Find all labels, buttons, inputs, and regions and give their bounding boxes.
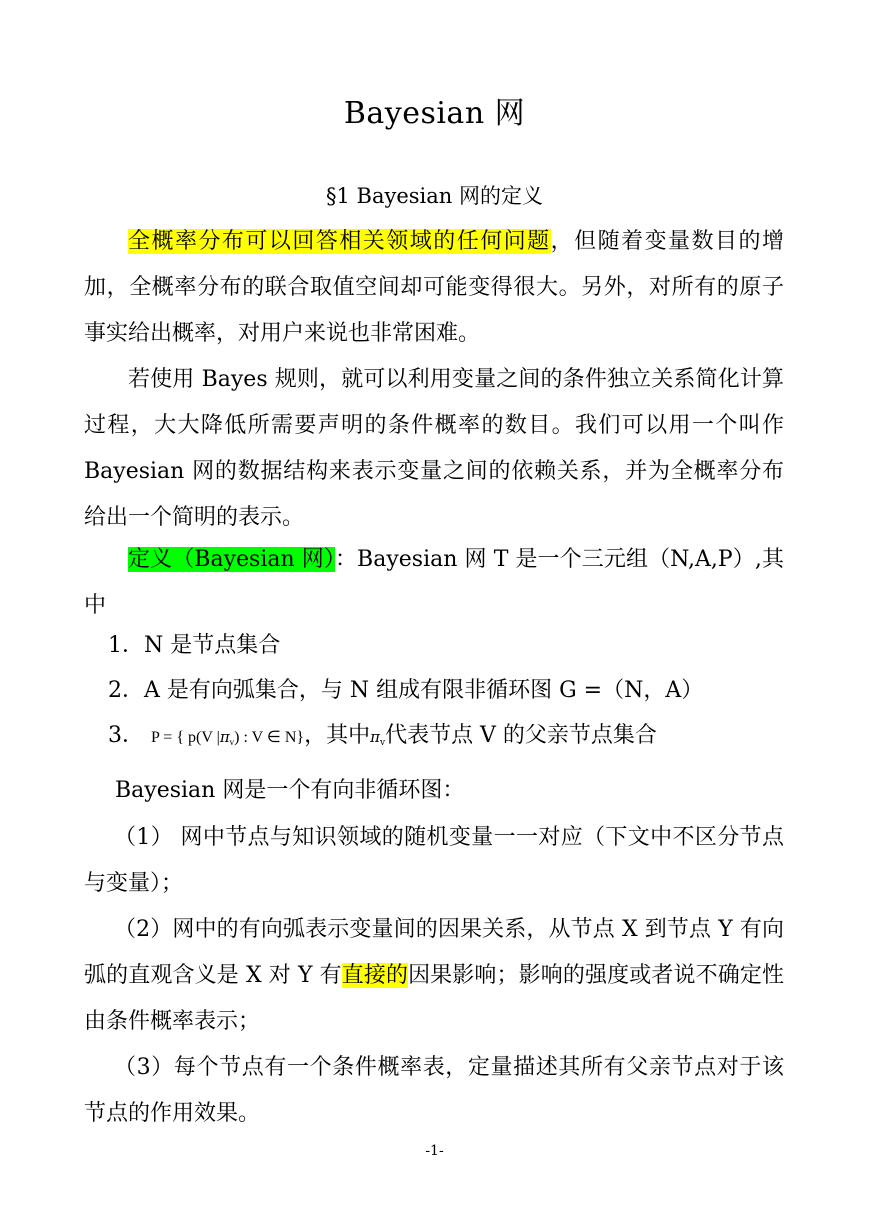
list-item-text: N 是节点集合 <box>144 633 281 658</box>
list-item <box>108 676 703 706</box>
list-item-number: 1． <box>108 633 144 658</box>
list-item-number: 3． <box>108 723 144 748</box>
formula-set-p: P = { p(V $|\pi_v$) : V ∈ N} <box>151 728 305 747</box>
point-three: （3）每个节点有一个条件概率表，定量描述其所有父亲节点对于该节点的作用效果。 <box>84 1055 784 1126</box>
document-title: Bayesian 网 <box>343 96 526 131</box>
definition-label: 定义（Bayesian 网） <box>128 547 335 572</box>
paragraph-bayes-rule: 若使用 Bayes 规则，就可以利用变量之间的条件独立关系简化计算过程，大大降低所需要声明的条件概率的数目。我们可以用一个叫作 Bayesian 网的数据结构来表示变量之间的依赖关系，并为全概率分布给出一个简明的表示。 <box>84 367 784 530</box>
list-item-formula: 3． P = { p(V $|\pi_v$) : V ∈ N}，其中$\pi_v$代表节点 V 的父亲节点集合 <box>108 723 657 748</box>
highlighted-text: 直接的 <box>341 963 409 988</box>
pi-symbol: π <box>370 728 380 746</box>
highlighted-text: 全概率分布可以回答相关领域的任何问题 <box>128 229 551 254</box>
page-number: -1- <box>425 1143 444 1159</box>
paragraph-text: ，但随着变量数目的增加，全概率分布的联合取值空间却可能变得很大。另外，对所有的原子事实给出概率，对用户来说也非常困难。 <box>84 229 784 346</box>
point-two: （2）网中的有向弧表示变量间的因果关系，从节点 X 到节点 Y 有向弧的直观含义是 X 对 Y 有直接的因果影响；影响的强度或者说不确定性由条件概率表示； <box>84 917 784 1034</box>
section-heading: §1 Bayesian 网的定义 <box>326 184 543 208</box>
list-item <box>108 631 280 661</box>
dag-intro: Bayesian 网是一个有向非循环图： <box>115 778 465 803</box>
point-one: （1） 网中节点与知识领域的随机变量一一对应（下文中不区分节点与变量）； <box>84 825 784 896</box>
list-item-number: 2． <box>108 678 144 703</box>
paragraph-full-probability <box>84 219 784 357</box>
list-item-text: A 是有向弧集合，与 N 组成有限非循环图 G =（N，A） <box>144 678 704 703</box>
definition-text: ：Bayesian 网 T 是一个三元组（N,A,P）,其中 <box>84 547 784 618</box>
paragraph-definition <box>84 537 784 629</box>
